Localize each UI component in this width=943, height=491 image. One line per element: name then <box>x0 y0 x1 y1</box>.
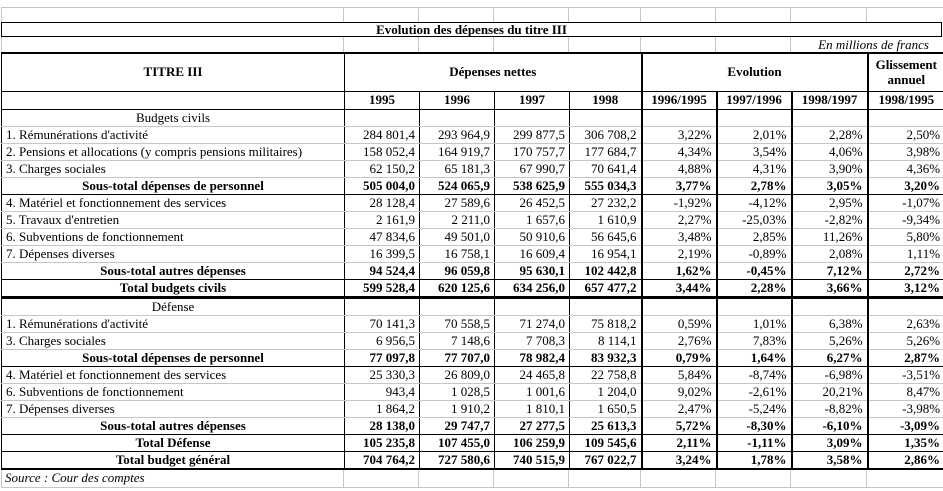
header-group-row <box>2 53 943 91</box>
value-cell: 25 613,3 <box>570 417 642 434</box>
value-cell <box>495 109 570 126</box>
evolution-cell: 3,05% <box>792 177 868 194</box>
value-cell: 634 256,0 <box>495 279 570 297</box>
evolution-cell: 20,21% <box>792 383 868 400</box>
value-cell: 47 834,6 <box>345 228 420 245</box>
value-cell: 24 465,8 <box>495 366 570 383</box>
row-label-cell: Total budget général <box>2 451 345 469</box>
evolution-cell <box>642 297 717 315</box>
evolution-cell: -8,30% <box>717 417 792 434</box>
value-cell <box>570 109 642 126</box>
value-cell: 70 141,3 <box>345 315 420 332</box>
evolution-cell: 2,27% <box>642 211 717 228</box>
evolution-cell: 1,78% <box>717 451 792 469</box>
glissement-cell: 5,80% <box>868 228 943 245</box>
evolution-cell: 3,09% <box>792 434 868 451</box>
depenses-nettes-header: Dépenses nettes <box>345 53 642 91</box>
row-label-cell: 7. Dépenses diverses <box>2 400 345 417</box>
value-cell: 1 864,2 <box>345 400 420 417</box>
row-label-cell: 3. Charges sociales <box>2 160 345 177</box>
value-cell: 28 138,0 <box>345 417 420 434</box>
total-row <box>2 451 943 469</box>
value-cell: 1 650,5 <box>570 400 642 417</box>
evolution-header: Evolution <box>642 53 868 91</box>
value-cell: 1 610,9 <box>570 211 642 228</box>
value-cell: 727 580,6 <box>420 451 495 469</box>
evolution-cell: -4,12% <box>717 194 792 211</box>
row-label-cell: Sous-total autres dépenses <box>2 262 345 279</box>
evolution-cell: -25,03% <box>717 211 792 228</box>
grid-cell <box>344 37 419 52</box>
value-cell: 49 501,0 <box>420 228 495 245</box>
evolution-cell: 2,76% <box>642 332 717 349</box>
unit-note: En millions de francs <box>791 37 943 52</box>
value-cell: 657 477,2 <box>570 279 642 297</box>
evolution-cell <box>717 109 792 126</box>
table-body <box>2 109 943 469</box>
value-cell: 284 801,4 <box>345 126 420 143</box>
grid-cell <box>569 37 641 52</box>
evolution-cell: 1,62% <box>642 262 717 279</box>
empty-header-cell <box>2 91 345 109</box>
total-row <box>2 434 943 451</box>
value-cell: 1 001,6 <box>495 383 570 400</box>
evolution-cell: 5,26% <box>792 332 868 349</box>
glissement-period-header: 1998/1995 <box>868 91 943 109</box>
value-cell: 524 065,9 <box>420 177 495 194</box>
glissement-cell: 2,87% <box>868 349 943 366</box>
grid-cell <box>1 7 344 22</box>
evolution-cell: 2,01% <box>717 126 792 143</box>
row-label-cell: 3. Charges sociales <box>2 332 345 349</box>
evolution-cell <box>792 297 868 315</box>
item-row <box>2 245 943 262</box>
section-row <box>2 297 943 315</box>
value-cell: 170 757,7 <box>495 143 570 160</box>
value-cell: 65 181,3 <box>420 160 495 177</box>
row-label-cell: 1. Rémunérations d'activité <box>2 315 345 332</box>
value-cell: 2 161,9 <box>345 211 420 228</box>
evolution-cell: 1,64% <box>717 349 792 366</box>
row-label-cell: 7. Dépenses diverses <box>2 245 345 262</box>
subtotal-row <box>2 349 943 366</box>
source-row <box>1 470 942 488</box>
value-cell: 767 022,7 <box>570 451 642 469</box>
value-cell: 109 545,6 <box>570 434 642 451</box>
evolution-cell: 2,28% <box>717 279 792 297</box>
value-cell: 164 919,7 <box>420 143 495 160</box>
evolution-cell: 2,19% <box>642 245 717 262</box>
evolution-cell: 0,79% <box>642 349 717 366</box>
evolution-cell: 3,48% <box>642 228 717 245</box>
value-cell: 26 809,0 <box>420 366 495 383</box>
unit-note-row <box>1 37 942 52</box>
value-cell <box>420 109 495 126</box>
value-cell: 8 114,1 <box>570 332 642 349</box>
evolution-cell: 6,38% <box>792 315 868 332</box>
glissement-cell: 1,35% <box>868 434 943 451</box>
value-cell: 16 399,5 <box>345 245 420 262</box>
grid-cell <box>791 470 867 488</box>
value-cell: 27 232,2 <box>570 194 642 211</box>
item-row <box>2 194 943 211</box>
glissement-cell: -3,51% <box>868 366 943 383</box>
grid-cell <box>867 7 943 22</box>
row-label-cell: 6. Subventions de fonctionnement <box>2 383 345 400</box>
item-row <box>2 211 943 228</box>
evolution-period-header: 1997/1996 <box>717 91 792 109</box>
grid-cell <box>1 37 344 52</box>
grid-cell <box>344 470 419 488</box>
empty-grid-row <box>1 7 942 22</box>
item-row <box>2 332 943 349</box>
subtotal-row <box>2 177 943 194</box>
evolution-cell: -8,82% <box>792 400 868 417</box>
grid-cell <box>867 470 943 488</box>
row-label-cell: 5. Travaux d'entretien <box>2 211 345 228</box>
value-cell: 306 708,2 <box>570 126 642 143</box>
value-cell: 56 645,6 <box>570 228 642 245</box>
evolution-cell: 3,24% <box>642 451 717 469</box>
evolution-cell: -0,45% <box>717 262 792 279</box>
value-cell: 7 708,3 <box>495 332 570 349</box>
value-cell: 62 150,2 <box>345 160 420 177</box>
value-cell: 177 684,7 <box>570 143 642 160</box>
source-note: Source : Cour des comptes <box>1 470 344 488</box>
value-cell: 67 990,7 <box>495 160 570 177</box>
row-label-cell: 4. Matériel et fonctionnement des services <box>2 194 345 211</box>
glissement-cell <box>868 109 943 126</box>
value-cell: 538 625,9 <box>495 177 570 194</box>
evolution-cell: -0,89% <box>717 245 792 262</box>
glissement-cell: -3,98% <box>868 400 943 417</box>
value-cell: 27 277,5 <box>495 417 570 434</box>
grid-cell <box>569 470 641 488</box>
row-label-cell: 6. Subventions de fonctionnement <box>2 228 345 245</box>
row-label-cell: Total budgets civils <box>2 279 345 297</box>
value-cell <box>570 297 642 315</box>
value-cell: 22 758,8 <box>570 366 642 383</box>
evolution-cell: 1,01% <box>717 315 792 332</box>
evolution-cell: 3,58% <box>792 451 868 469</box>
grid-cell <box>641 7 716 22</box>
row-label-cell: Budgets civils <box>2 109 345 126</box>
grid-cell <box>791 7 867 22</box>
value-cell: 704 764,2 <box>345 451 420 469</box>
glissement-cell <box>868 297 943 315</box>
total-row <box>2 279 943 297</box>
grid-cell <box>641 37 716 52</box>
value-cell <box>345 109 420 126</box>
row-label-cell: 1. Rémunérations d'activité <box>2 126 345 143</box>
value-cell: 94 524,4 <box>345 262 420 279</box>
evolution-cell: 6,27% <box>792 349 868 366</box>
evolution-cell: 2,28% <box>792 126 868 143</box>
value-cell: 16 954,1 <box>570 245 642 262</box>
evolution-cell: 3,22% <box>642 126 717 143</box>
value-cell: 105 235,8 <box>345 434 420 451</box>
evolution-cell: 4,31% <box>717 160 792 177</box>
evolution-cell: 2,85% <box>717 228 792 245</box>
titre-iii-header: TITRE III <box>2 53 345 91</box>
value-cell: 70 641,4 <box>570 160 642 177</box>
value-cell: 299 877,5 <box>495 126 570 143</box>
glissement-cell: -1,07% <box>868 194 943 211</box>
evolution-cell: 2,11% <box>642 434 717 451</box>
grid-cell <box>716 7 791 22</box>
expenses-table <box>1 52 943 470</box>
evolution-cell: 4,88% <box>642 160 717 177</box>
grid-cell <box>494 470 569 488</box>
grid-cell <box>716 37 791 52</box>
subtotal-row <box>2 417 943 434</box>
evolution-cell: 2,47% <box>642 400 717 417</box>
glissement-annuel-header: Glissement annuel <box>868 53 943 91</box>
value-cell: 599 528,4 <box>345 279 420 297</box>
item-row <box>2 143 943 160</box>
year-header: 1998 <box>570 91 642 109</box>
evolution-cell: 11,26% <box>792 228 868 245</box>
grid-cell <box>419 470 494 488</box>
grid-cell <box>494 7 569 22</box>
evolution-cell <box>717 297 792 315</box>
value-cell: 26 452,5 <box>495 194 570 211</box>
header-years-row <box>2 91 943 109</box>
evolution-cell: -1,11% <box>717 434 792 451</box>
glissement-cell: 2,86% <box>868 451 943 469</box>
evolution-cell <box>642 109 717 126</box>
glissement-cell: 2,50% <box>868 126 943 143</box>
value-cell: 7 148,6 <box>420 332 495 349</box>
evolution-cell: 2,08% <box>792 245 868 262</box>
year-header: 1996 <box>420 91 495 109</box>
value-cell: 27 589,6 <box>420 194 495 211</box>
value-cell: 1 810,1 <box>495 400 570 417</box>
value-cell: 740 515,9 <box>495 451 570 469</box>
evolution-period-header: 1996/1995 <box>642 91 717 109</box>
evolution-cell <box>792 109 868 126</box>
evolution-cell: 7,12% <box>792 262 868 279</box>
glissement-cell: 3,12% <box>868 279 943 297</box>
glissement-cell: 5,26% <box>868 332 943 349</box>
evolution-cell: -2,82% <box>792 211 868 228</box>
grid-cell <box>641 470 716 488</box>
value-cell <box>345 297 420 315</box>
row-label-cell: 2. Pensions et allocations (y compris pensions militaires) <box>2 143 345 160</box>
glissement-cell: 8,47% <box>868 383 943 400</box>
evolution-cell: 5,84% <box>642 366 717 383</box>
evolution-cell: 5,72% <box>642 417 717 434</box>
value-cell: 505 004,0 <box>345 177 420 194</box>
title-row <box>1 22 942 37</box>
year-header: 1997 <box>495 91 570 109</box>
value-cell <box>495 297 570 315</box>
value-cell: 70 558,5 <box>420 315 495 332</box>
value-cell: 16 758,1 <box>420 245 495 262</box>
value-cell: 83 932,3 <box>570 349 642 366</box>
item-row <box>2 160 943 177</box>
evolution-cell: 2,78% <box>717 177 792 194</box>
value-cell: 2 211,0 <box>420 211 495 228</box>
value-cell: 1 028,5 <box>420 383 495 400</box>
value-cell: 77 707,0 <box>420 349 495 366</box>
grid-cell <box>494 37 569 52</box>
evolution-cell: 7,83% <box>717 332 792 349</box>
value-cell: 77 097,8 <box>345 349 420 366</box>
value-cell: 158 052,4 <box>345 143 420 160</box>
value-cell: 1 910,2 <box>420 400 495 417</box>
evolution-cell: -6,98% <box>792 366 868 383</box>
glissement-cell: 2,72% <box>868 262 943 279</box>
evolution-cell: 3,66% <box>792 279 868 297</box>
evolution-cell: 0,59% <box>642 315 717 332</box>
evolution-cell: 3,44% <box>642 279 717 297</box>
year-header: 1995 <box>345 91 420 109</box>
item-row <box>2 400 943 417</box>
item-row <box>2 366 943 383</box>
value-cell: 75 818,2 <box>570 315 642 332</box>
value-cell: 106 259,9 <box>495 434 570 451</box>
evolution-cell: 9,02% <box>642 383 717 400</box>
item-row <box>2 126 943 143</box>
evolution-cell: 4,34% <box>642 143 717 160</box>
value-cell: 16 609,4 <box>495 245 570 262</box>
value-cell: 107 455,0 <box>420 434 495 451</box>
value-cell: 1 204,0 <box>570 383 642 400</box>
value-cell: 6 956,5 <box>345 332 420 349</box>
page-title: Evolution des dépenses du titre III <box>376 21 567 37</box>
evolution-cell: 3,77% <box>642 177 717 194</box>
value-cell: 96 059,8 <box>420 262 495 279</box>
value-cell: 943,4 <box>345 383 420 400</box>
evolution-cell: -1,92% <box>642 194 717 211</box>
grid-cell <box>419 7 494 22</box>
item-row <box>2 228 943 245</box>
grid-cell <box>716 470 791 488</box>
evolution-cell: -2,61% <box>717 383 792 400</box>
evolution-cell: 3,90% <box>792 160 868 177</box>
evolution-cell: 3,54% <box>717 143 792 160</box>
value-cell: 555 034,3 <box>570 177 642 194</box>
row-label-cell: Sous-total dépenses de personnel <box>2 349 345 366</box>
glissement-cell: 3,20% <box>868 177 943 194</box>
grid-cell <box>344 7 419 22</box>
value-cell: 293 964,9 <box>420 126 495 143</box>
glissement-cell: -9,34% <box>868 211 943 228</box>
value-cell: 620 125,6 <box>420 279 495 297</box>
evolution-period-header: 1998/1997 <box>792 91 868 109</box>
evolution-cell: 2,95% <box>792 194 868 211</box>
subtotal-row <box>2 262 943 279</box>
evolution-cell: -5,24% <box>717 400 792 417</box>
value-cell: 25 330,3 <box>345 366 420 383</box>
section-row <box>2 109 943 126</box>
row-label-cell: Sous-total dépenses de personnel <box>2 177 345 194</box>
item-row <box>2 315 943 332</box>
grid-cell <box>419 37 494 52</box>
value-cell: 95 630,1 <box>495 262 570 279</box>
row-label-cell: Total Défense <box>2 434 345 451</box>
glissement-cell: -3,09% <box>868 417 943 434</box>
value-cell: 50 910,6 <box>495 228 570 245</box>
glissement-cell: 3,98% <box>868 143 943 160</box>
value-cell: 78 982,4 <box>495 349 570 366</box>
glissement-cell: 4,36% <box>868 160 943 177</box>
value-cell: 71 274,0 <box>495 315 570 332</box>
grid-cell <box>569 7 641 22</box>
value-cell: 1 657,6 <box>495 211 570 228</box>
glissement-cell: 2,63% <box>868 315 943 332</box>
item-row <box>2 383 943 400</box>
row-label-cell: 4. Matériel et fonctionnement des services <box>2 366 345 383</box>
row-label-cell: Défense <box>2 297 345 315</box>
value-cell: 28 128,4 <box>345 194 420 211</box>
glissement-cell: 1,11% <box>868 245 943 262</box>
evolution-cell: -8,74% <box>717 366 792 383</box>
value-cell: 29 747,7 <box>420 417 495 434</box>
evolution-cell: 4,06% <box>792 143 868 160</box>
value-cell: 102 442,8 <box>570 262 642 279</box>
evolution-cell: -6,10% <box>792 417 868 434</box>
value-cell <box>420 297 495 315</box>
row-label-cell: Sous-total autres dépenses <box>2 417 345 434</box>
